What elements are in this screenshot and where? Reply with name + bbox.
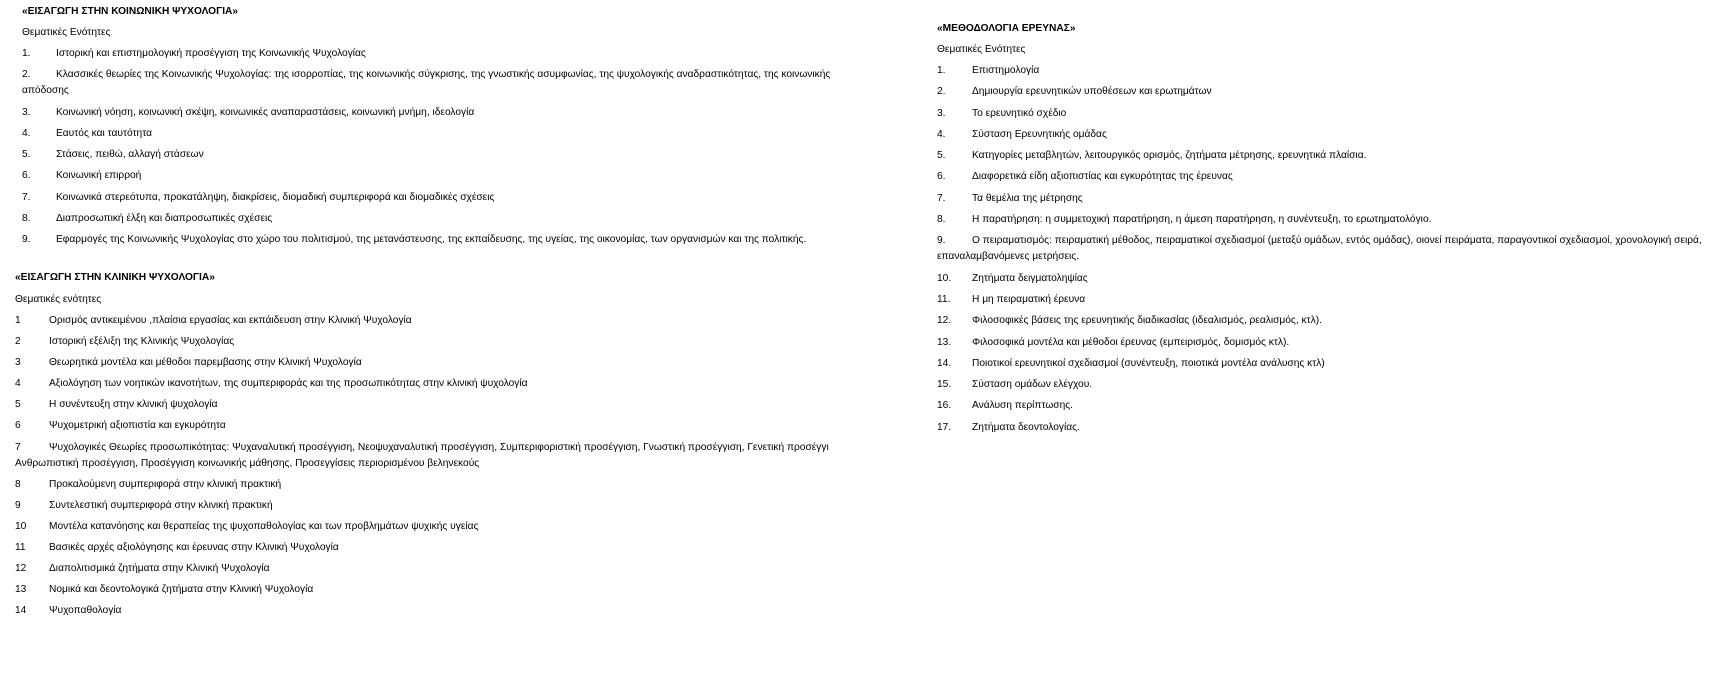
item-number: 15. (937, 379, 952, 391)
clinical-psychology-section (15, 270, 868, 624)
item-text: Σύσταση ομάδων ελέγχου. (972, 379, 1093, 391)
item-number: 13. (937, 336, 952, 348)
item-number: 1. (937, 65, 946, 76)
item-text: Η μη πειραματική έρευνα (972, 293, 1086, 305)
list-item (15, 582, 868, 598)
social-psychology-subtitle: Θεματικές Ενότητες (22, 27, 111, 38)
item-text: Νομικά και δεοντολογικά ζητήματα στην Κλινική Ψυχολογία (49, 584, 314, 596)
list-item (22, 232, 867, 248)
item-number: 8. (937, 214, 946, 226)
item-text: Προκαλούμενη συμπεριφορά στην κλινική πρακτική (49, 478, 282, 490)
item-text: Βασικές αρχές αξιολόγησης και έρευνας στην Κλινική Ψυχολογία (49, 541, 339, 553)
item-text: Ορισμός αντικειμένου ,πλαίσια εργασίας και εκπάιδευση στην Κλινική Ψυχολογία (49, 315, 412, 326)
list-item (937, 127, 1727, 143)
item-text: Η συνέντευξη στην κλινική ψυχολογία (49, 399, 218, 411)
list-item (937, 398, 1727, 414)
item-text: Ιστορική εξέλιξη της Κλινικής Ψυχολογίας (49, 336, 235, 348)
list-item (937, 212, 1727, 228)
item-text: Κατηγορίες μεταβλητών, λειτουργικός ορισμός, ζητήματα μέτρησης, ερευνητικά πλαίσια. (972, 150, 1367, 162)
research-methodology-title: «ΜΕΘΟΔΟΛΟΓΙΑ ΕΡΕΥΝΑΣ» (937, 23, 1076, 34)
item-number: 9 (15, 499, 21, 511)
list-item (22, 46, 867, 62)
item-text: Ο πειραματισμός: πειραματική μέθοδος, πειραματικοί σχεδιασμοί (μεταξύ ομάδων, εντός ομάδας), οιονεί πειράματα, παραγοντικοί σχεδιασμοί, χρονολογική σειρά, επαναλαμβανόμενες μετρήσεις. (937, 235, 1702, 263)
item-number: 11. (937, 293, 951, 305)
list-item (937, 106, 1727, 122)
list-item (22, 126, 867, 142)
list-item (937, 356, 1727, 372)
list-item (15, 313, 868, 329)
item-text: Διαφορετικά είδη αξιοπιστίας και εγκυρότητας της έρευνας (972, 171, 1233, 183)
item-text: Κλασσικές θεωρίες της Κοινωνικής Ψυχολογίας: της ισορροπίας, της κοινωνικής σύγκρισης, της γνωστικής ασυμφωνίας, της ψυχολογικής αναδραστικότητας, της κοινωνικής απόδοσης (22, 69, 831, 97)
item-number: 16. (937, 400, 952, 412)
item-text: Συντελεστική συμπεριφορά στην κλινική πρακτική (49, 499, 273, 511)
list-item (937, 191, 1727, 207)
item-text: Στάσεις, πειθώ, αλλαγή στάσεων (56, 149, 204, 161)
item-number: 17. (937, 421, 952, 433)
item-text: Φιλοσοφικά μοντέλα και μέθοδοι έρευνας (εμπειρισμός, δομισμός κτλ). (972, 336, 1290, 348)
item-text: Ψυχομετρική αξιοπιστία και εγκυρότητα (49, 420, 226, 432)
list-item (937, 233, 1727, 265)
item-text: Εαυτός και ταυτότητα (56, 127, 152, 139)
list-item (937, 271, 1727, 287)
item-number: 12 (15, 563, 27, 575)
item-text: Ζητήματα δεοντολογίας. (972, 421, 1080, 433)
item-number: 6. (22, 170, 31, 182)
item-number: 10. (937, 272, 952, 284)
item-number: 1. (22, 48, 31, 59)
item-number: 7 (15, 441, 21, 453)
item-number: 6. (937, 171, 946, 183)
list-item (937, 420, 1727, 436)
item-number: 9. (22, 234, 31, 246)
item-number: 10 (15, 520, 27, 532)
list-item (937, 377, 1727, 393)
list-item (937, 292, 1727, 308)
item-text: Αξιολόγηση των νοητικών ικανοτήτων, της συμπεριφοράς και της προσωπικότητας στην κλινική ψυχολογία (49, 378, 528, 390)
item-number: 2 (15, 336, 21, 348)
research-methodology-subtitle: Θεματικές Ενότητες (937, 44, 1026, 55)
item-text: Κοινωνικά στερεότυπα, προκατάληψη, διακρίσεις, διομαδική συμπεριφορά και διομαδικές σχέσεις (56, 191, 495, 203)
list-item (22, 190, 867, 206)
list-item (937, 335, 1727, 351)
list-item (937, 169, 1727, 185)
item-number: 7. (22, 191, 31, 203)
item-text: Διαπροσωπική έλξη και διαπροσωπικές σχέσεις (56, 213, 273, 225)
clinical-psychology-title: «ΕΙΣΑΓΩΓΗ ΣΤΗΝ ΚΛΙΝΙΚΗ ΨΥΧΟΛΟΓΙΑ» (15, 272, 215, 283)
item-text: Φιλοσοφικές βάσεις της ερευνητικής διαδικασίας (ιδεαλισμός, ρεαλισμός, κτλ). (972, 315, 1322, 327)
item-number: 5 (15, 399, 21, 411)
item-number: 4. (937, 128, 946, 140)
item-text: Ψυχοπαθολογία (49, 605, 122, 617)
item-number: 4 (15, 378, 21, 390)
list-item (937, 148, 1727, 164)
list-item (15, 418, 868, 434)
list-item (15, 440, 868, 472)
item-text: Ζητήματα δειγματοληψίας (972, 272, 1088, 284)
list-item (15, 334, 868, 350)
item-text: Εφαρμογές της Κοινωνικής Ψυχολογίας στο χώρο του πολιτισμού, της μετανάστευσης, της εκπαίδευσης, της υγείας, της οικονομίας, των οργανισμών και της πολιτικής. (56, 234, 807, 246)
item-number: 8 (15, 478, 21, 490)
item-text: Σύσταση Ερευνητικής ομάδας (972, 128, 1107, 140)
item-number: 5. (22, 149, 31, 161)
list-item (15, 603, 868, 619)
item-number: 14 (15, 605, 27, 617)
list-item (22, 105, 867, 121)
list-item (15, 397, 868, 413)
item-text: Ψυχολογικές Θεωρίες προσωπικότητας: Ψυχαναλυτική προσέγγιση, Νεοψυχαναλυτική προσέγγιση, Συμπεριφοριστική προσέγγιση, Γνωστική προσέγγιση, Γενετική προσέγγι Ανθρωπιστική προσέγγιση, Προσέγγιση κοινωνικής μάθησης, Προσεγγίσεις περιορισμένου βεληνεκούς (15, 441, 829, 469)
item-text: Μοντέλα κατανόησης και θεραπείας της ψυχοπαθολογίας και των προβλημάτων ψυχικής υγείας (49, 520, 479, 532)
item-text: Ανάλυση περίπτωσης. (972, 400, 1073, 412)
list-item (15, 355, 868, 371)
item-number: 5. (937, 150, 946, 162)
item-text: Το ερευνητικό σχέδιο (972, 107, 1067, 119)
list-item (937, 63, 1727, 79)
list-item (15, 376, 868, 392)
list-item (22, 147, 867, 163)
research-methodology-topic-list (937, 63, 1727, 436)
list-item (22, 211, 867, 227)
item-text: Διαπολιτισμικά ζητήματα στην Κλινική Ψυχολογία (49, 563, 270, 575)
item-text: Κοινωνική νόηση, κοινωνική σκέψη, κοινωνικές αναπαραστάσεις, κοινωνική μνήμη, ιδεολογία (56, 106, 475, 118)
clinical-psychology-subtitle: Θεματικές ενότητες (15, 294, 102, 305)
item-number: 9. (937, 235, 946, 247)
item-number: 3 (15, 357, 21, 369)
item-number: 2. (937, 86, 946, 98)
list-item (22, 67, 867, 99)
item-text: Δημιουργία ερευνητικών υποθέσεων και ερωτημάτων (972, 86, 1212, 98)
social-psychology-section (22, 4, 867, 254)
social-psychology-title: «ΕΙΣΑΓΩΓΗ ΣΤΗΝ ΚΟΙΝΩΝΙΚΗ ΨΥΧΟΛΟΓΙΑ» (22, 6, 239, 17)
item-number: 4. (22, 127, 31, 139)
item-text: Τα θεμέλια της μέτρησης (972, 192, 1083, 204)
item-text: Η παρατήρηση: η συμμετοχική παρατήρηση, η άμεση παρατήρηση, η συνέντευξη, το ερωτηματολόγιο. (972, 214, 1432, 226)
item-text: Ιστορική και επιστημολογική προσέγγιση της Κοινωνικής Ψυχολογίας (56, 48, 366, 59)
item-number: 13 (15, 584, 27, 596)
item-number: 12. (937, 315, 952, 327)
item-number: 8. (22, 213, 31, 225)
list-item (15, 519, 868, 535)
item-number: 14. (937, 357, 952, 369)
list-item (22, 168, 867, 184)
item-number: 1 (15, 315, 21, 326)
list-item (15, 561, 868, 577)
list-item (15, 498, 868, 514)
list-item (15, 477, 868, 493)
social-psychology-topic-list (22, 46, 867, 248)
clinical-psychology-topic-list (15, 313, 868, 619)
list-item (937, 84, 1727, 100)
item-number: 3. (937, 107, 946, 119)
item-number: 7. (937, 192, 946, 204)
research-methodology-section (937, 21, 1727, 441)
item-text: Κοινωνική επιρροή (56, 170, 142, 182)
item-text: Θεωρητικά μοντέλα και μέθοδοι παρεμβασης στην Κλινική Ψυχολογία (49, 357, 362, 369)
item-text: Επιστημολογία (972, 65, 1040, 76)
list-item (15, 540, 868, 556)
item-number: 6 (15, 420, 21, 432)
list-item (937, 313, 1727, 329)
item-number: 3. (22, 106, 31, 118)
item-number: 2. (22, 69, 31, 81)
item-text: Ποιοτικοί ερευνητικοί σχεδιασμοί (συνέντευξη, ποιοτικά μοντέλα ανάλυσης κτλ) (972, 357, 1325, 369)
item-number: 11 (15, 541, 26, 553)
